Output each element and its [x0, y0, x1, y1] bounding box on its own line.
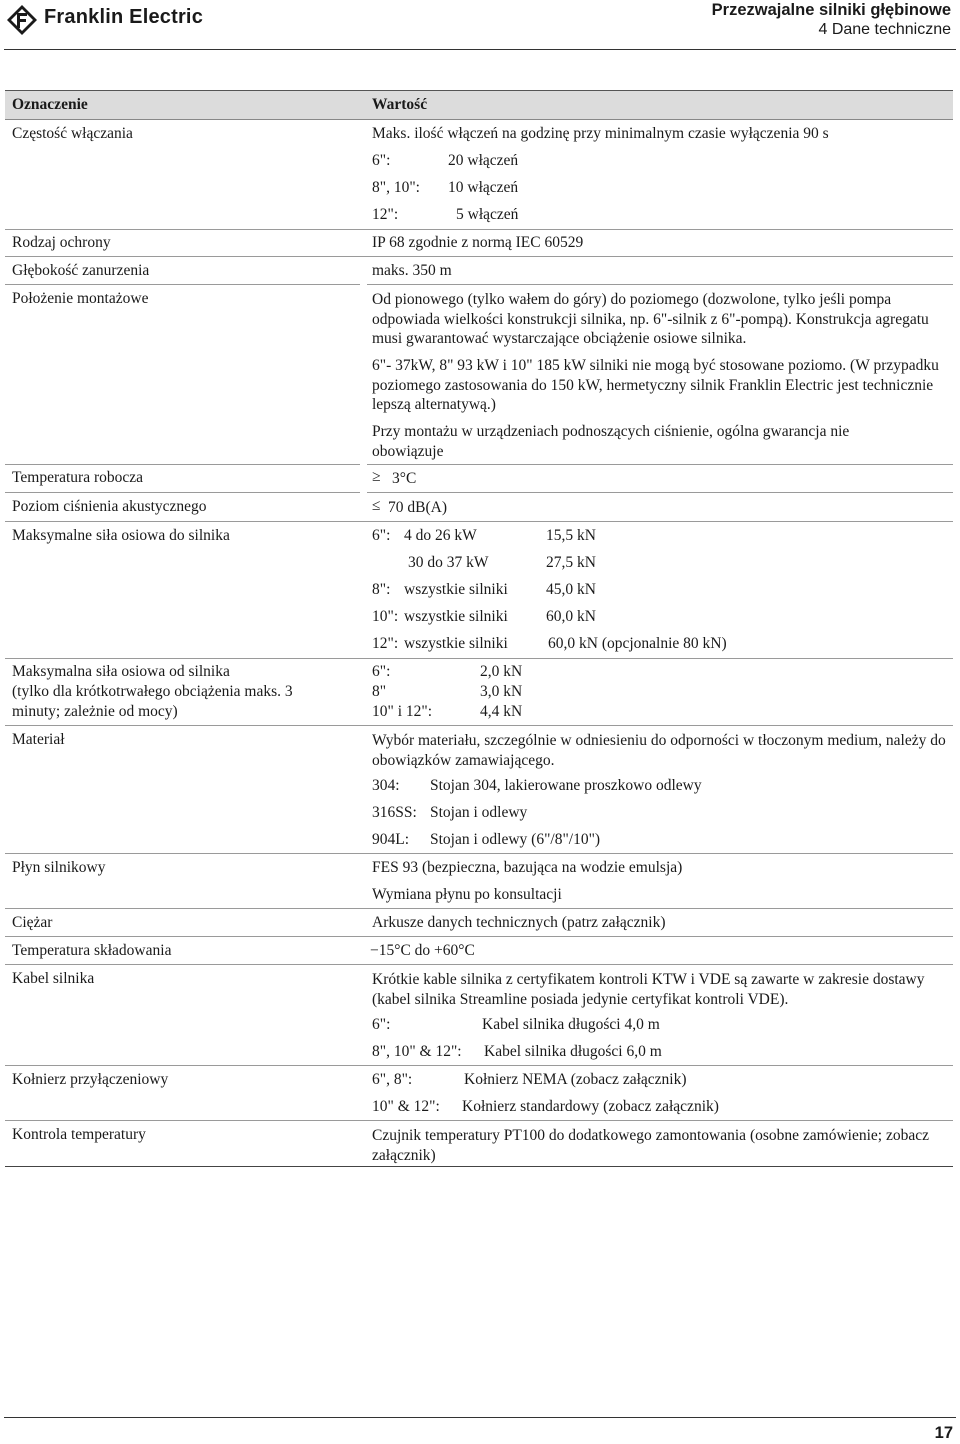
- label-noise-level: Poziom ciśnienia akustycznego: [12, 498, 207, 515]
- label-operating-temperature: Temperatura robocza: [12, 469, 144, 486]
- row-divider: [367, 492, 953, 493]
- fluid-note: Wymiana płynu po konsultacji: [372, 886, 562, 903]
- axial-from-size: 8": [372, 683, 387, 700]
- weight-value: Arkusze danych technicznych (patrz załącznik): [372, 914, 666, 931]
- axial-value: 60,0 kN (opcjonalnie 80 kN): [548, 635, 727, 652]
- row-divider: [5, 284, 360, 285]
- label-motor-cable: Kabel silnika: [12, 970, 95, 987]
- table-bottom-border: [5, 1166, 953, 1167]
- temp-control-value: Czujnik temperatury PT100 do dodatkowego zamontowania (osobne zamówienie; zobacz załącznik): [372, 1127, 929, 1164]
- depth-value: maks. 350 m: [372, 262, 452, 279]
- axial-range: wszystkie silniki: [404, 635, 508, 652]
- row-divider: [5, 256, 953, 257]
- cable-size: 6":: [372, 1016, 391, 1033]
- row-divider: [367, 284, 953, 285]
- header-divider: [4, 49, 956, 50]
- axial-from-size: 10" i 12":: [372, 703, 433, 720]
- cable-desc: Kabel silnika długości 6,0 m: [484, 1043, 662, 1060]
- row-divider: [5, 936, 953, 937]
- section-title: 4 Dane techniczne: [818, 21, 951, 38]
- protection-value: IP 68 zgodnie z normą IEC 60529: [372, 234, 584, 251]
- label-axial-force-from-motor: (tylko dla krótkotrwałego obciążenia maks. 3: [12, 683, 293, 700]
- mounting-paragraph: Przy montażu w urządzeniach podnoszących ciśnienie, ogólna gwarancja nie obowiązuje: [372, 423, 850, 460]
- axial-size: 6":: [372, 527, 391, 544]
- label-mounting-position: Położenie montażowe: [12, 290, 149, 307]
- row-divider: [5, 492, 360, 493]
- row-divider: [367, 464, 953, 465]
- axial-size: 10":: [372, 608, 399, 625]
- column-header-value: Wartość: [372, 96, 428, 113]
- row-divider: [5, 964, 953, 965]
- label-protection-type: Rodzaj ochrony: [12, 234, 111, 251]
- material-desc: Stojan i odlewy: [430, 804, 528, 821]
- material-note: Wybór materiału, szczególnie w odniesieniu do odporności w tłoczonym medium, należy do obowiązków zamawiającego.: [372, 732, 946, 769]
- footer-divider: [4, 1417, 956, 1418]
- row-divider: [5, 853, 953, 854]
- axial-range: 30 do 37 kW: [408, 554, 489, 571]
- row-divider: [5, 725, 953, 726]
- switching-size: 12":: [372, 206, 399, 223]
- axial-size: 12":: [372, 635, 399, 652]
- material-desc: Stojan i odlewy (6"/8"/10"): [430, 831, 601, 848]
- row-divider: [5, 1065, 953, 1066]
- label-immersion-depth: Głębokość zanurzenia: [12, 262, 150, 279]
- label-axial-force-from-motor: minuty; zależnie od mocy): [12, 703, 178, 720]
- switching-value: 5 włączeń: [456, 206, 519, 223]
- flange-size: 10" & 12":: [372, 1098, 440, 1115]
- axial-from-size: 6":: [372, 663, 391, 680]
- row-divider: [5, 521, 953, 522]
- switching-value: 10 włączeń: [448, 179, 519, 196]
- label-axial-force-from-motor: Maksymalna siła osiowa od silnika: [12, 663, 230, 680]
- page-number: 17: [934, 1424, 953, 1442]
- axial-range: 4 do 26 kW: [404, 527, 477, 544]
- axial-value: 27,5 kN: [546, 554, 596, 571]
- document-title: Przezwajalne silniki głębinowe: [711, 1, 951, 19]
- operating-temperature-value: 3°C: [392, 470, 417, 487]
- less-equal-symbol: ≤: [372, 497, 381, 514]
- mounting-paragraph: Od pionowego (tylko wałem do góry) do poziomego (dozwolone, tylko jeśli pompa odpowiada wielkości konstrukcji silnika, np. 6"-silnik z 6"-pompą). Konstrukcja agregatu musi gwarantować wystarczające obciążenie osiowe silnika.: [372, 291, 929, 347]
- brand-name: Franklin Electric: [44, 6, 204, 28]
- axial-from-value: 3,0 kN: [480, 683, 523, 700]
- flange-size: 6", 8":: [372, 1071, 413, 1088]
- label-connection-flange: Kołnierz przyłączeniowy: [12, 1071, 169, 1088]
- storage-value: −15°C do +60°C: [370, 942, 475, 959]
- franklin-electric-logo-icon: [6, 4, 38, 36]
- axial-from-value: 4,4 kN: [480, 703, 523, 720]
- table-header: [5, 90, 953, 120]
- greater-equal-symbol: ≥: [372, 468, 381, 485]
- row-divider: [5, 229, 953, 230]
- material-code: 904L:: [372, 831, 410, 848]
- cable-note: Krótkie kable silnika z certyfikatem kontroli KTW i VDE są zawarte w zakresie dostawy (kabel silnika Streamline posiada jedynie certyfikat kontroli VDE).: [372, 971, 925, 1008]
- label-material: Materiał: [12, 731, 65, 748]
- label-storage-temperature: Temperatura składowania: [12, 942, 172, 959]
- switching-intro: Maks. ilość włączeń na godzinę przy minimalnym czasie wyłączenia 90 s: [372, 125, 829, 142]
- row-divider: [5, 1120, 953, 1121]
- fluid-value: FES 93 (bezpieczna, bazująca na wodzie emulsja): [372, 859, 683, 876]
- label-motor-fluid: Płyn silnikowy: [12, 859, 106, 876]
- row-divider: [5, 658, 953, 659]
- switching-value: 20 włączeń: [448, 152, 519, 169]
- switching-size: 8", 10":: [372, 179, 420, 196]
- row-divider: [5, 908, 953, 909]
- mounting-paragraph: 6"- 37kW, 8" 93 kW i 10" 185 kW silniki nie mogą być stosowane poziomo. (W przypadku poziomego zastosowania do 150 kW, hermetyczny silnik Franklin Electric jest technicznie lepszą alternatywą.): [372, 357, 939, 413]
- flange-desc: Kołnierz standardowy (zobacz załącznik): [462, 1098, 719, 1115]
- axial-value: 60,0 kN: [546, 608, 596, 625]
- axial-range: wszystkie silniki: [404, 581, 508, 598]
- label-temperature-control: Kontrola temperatury: [12, 1126, 146, 1143]
- material-desc: Stojan 304, lakierowane proszkowo odlewy: [430, 777, 702, 794]
- column-header-designation: Oznaczenie: [12, 96, 88, 113]
- flange-desc: Kołnierz NEMA (zobacz załącznik): [464, 1071, 687, 1088]
- material-code: 316SS:: [372, 804, 417, 821]
- label-axial-force-to-motor: Maksymalne siła osiowa do silnika: [12, 527, 230, 544]
- material-code: 304:: [372, 777, 400, 794]
- axial-value: 45,0 kN: [546, 581, 596, 598]
- axial-size: 8":: [372, 581, 391, 598]
- cable-size: 8", 10" & 12":: [372, 1043, 462, 1060]
- axial-from-value: 2,0 kN: [480, 663, 523, 680]
- axial-range: wszystkie silniki: [404, 608, 508, 625]
- label-weight: Ciężar: [12, 914, 53, 931]
- noise-value: 70 dB(A): [388, 499, 447, 516]
- cable-desc: Kabel silnika długości 4,0 m: [482, 1016, 660, 1033]
- axial-value: 15,5 kN: [546, 527, 596, 544]
- label-switching-frequency: Częstość włączania: [12, 125, 133, 142]
- switching-size: 6":: [372, 152, 391, 169]
- row-divider: [5, 464, 360, 465]
